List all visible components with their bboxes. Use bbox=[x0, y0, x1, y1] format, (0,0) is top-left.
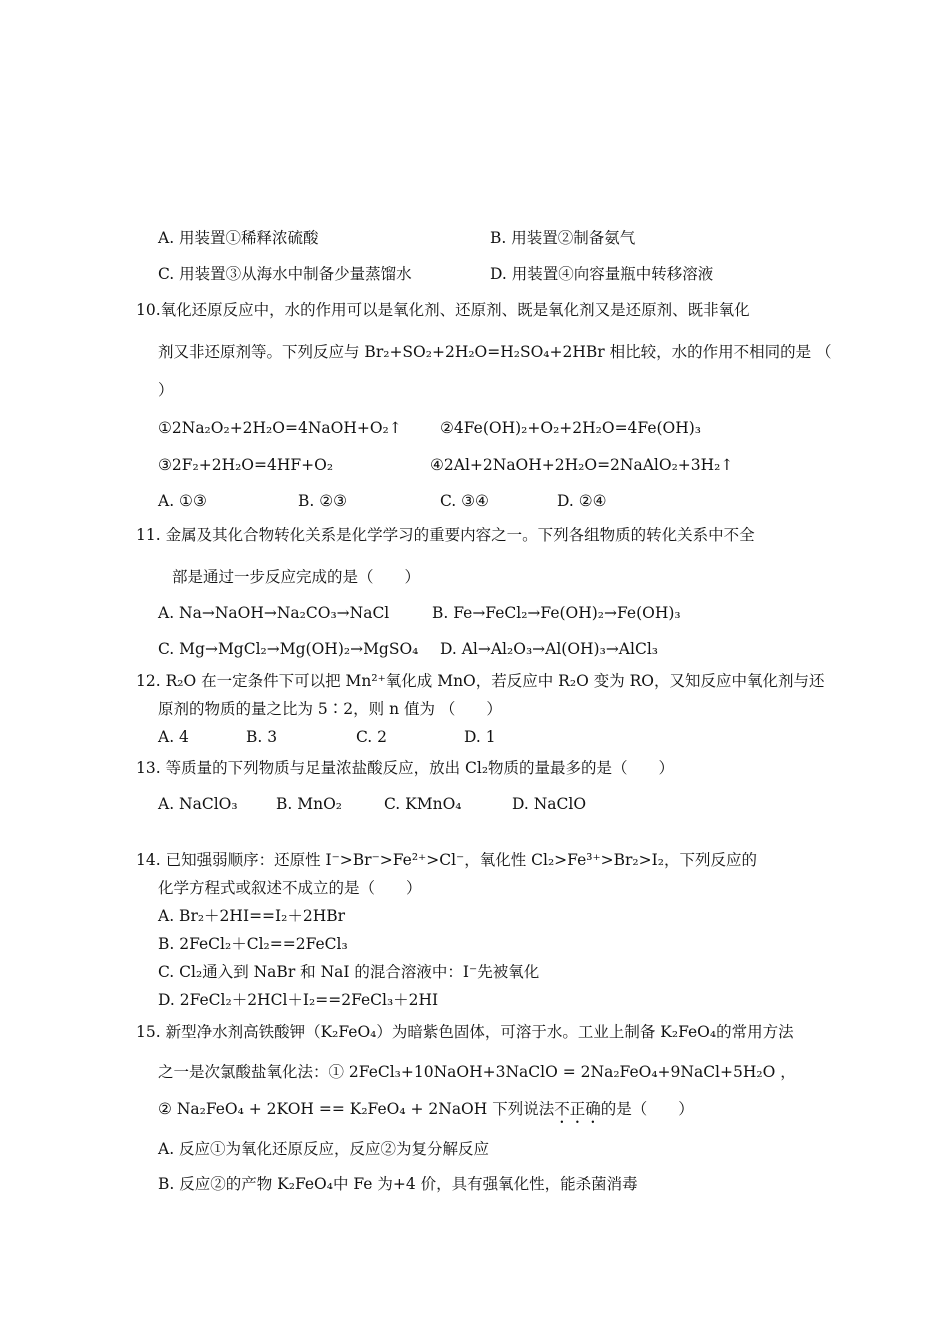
q12-stem-line-1: 12. R₂O 在一定条件下可以把 Mn²⁺氧化成 MnO，若反应中 R₂O 变为 RO，又知反应中氧化剂与还 bbox=[136, 672, 825, 690]
q9-option-d: D. 用装置④向容量瓶中转移溶液 bbox=[490, 265, 714, 283]
q12-option-b: B. 3 bbox=[246, 728, 278, 746]
q9-option-c: C. 用装置③从海水中制备少量蒸馏水 bbox=[158, 265, 412, 283]
q11-option-a: A. Na→NaOH→Na₂CO₃→NaCl bbox=[158, 604, 390, 622]
q10-stem-line-1: 10.氧化还原反应中，水的作用可以是氧化剂、还原剂、既是氧化剂又是还原剂、既非氧化 bbox=[136, 301, 750, 319]
q12-stem-line-2: 原剂的物质的量之比为 5∶2，则 n 值为 （ ） bbox=[158, 700, 502, 718]
q15-stem-line-2: 之一是次氯酸盐氧化法：① 2FeCl₃+10NaOH+3NaClO = 2Na₂FeO₄+9NaCl+5H₂O ， bbox=[158, 1063, 796, 1081]
q14-option-a: A. Br₂＋2HI==I₂＋2HBr bbox=[158, 907, 346, 925]
q12-option-c: C. 2 bbox=[356, 728, 388, 746]
q11-stem-line-2: 部是通过一步反应完成的是（ ） bbox=[172, 568, 421, 586]
q15-emphasis-not-correct: 不正确 bbox=[554, 1100, 601, 1118]
q10-reaction-4: ④2Al+2NaOH+2H₂O=2NaAlO₂+3H₂↑ bbox=[430, 456, 734, 474]
q11-stem-line-1: 11. 金属及其化合物转化关系是化学学习的重要内容之一。下列各组物质的转化关系中不全 bbox=[136, 526, 755, 544]
q14-option-c: C. Cl₂通入到 NaBr 和 NaI 的混合溶液中：I⁻先被氧化 bbox=[158, 963, 540, 981]
q11-option-c: C. Mg→MgCl₂→Mg(OH)₂→MgSO₄ bbox=[158, 640, 419, 658]
q15-option-a: A. 反应①为氧化还原反应，反应②为复分解反应 bbox=[158, 1140, 490, 1158]
q14-option-b: B. 2FeCl₂＋Cl₂==2FeCl₃ bbox=[158, 935, 348, 953]
q14-stem-line-1: 14. 已知强弱顺序：还原性 I⁻>Br⁻>Fe²⁺>Cl⁻，氧化性 Cl₂>Fe³⁺>Br₂>I₂，下列反应的 bbox=[136, 851, 757, 869]
q13-stem: 13. 等质量的下列物质与足量浓盐酸反应，放出 Cl₂物质的量最多的是（ ） bbox=[136, 759, 675, 777]
q15-stem-line-1: 15. 新型净水剂高铁酸钾（K₂FeO₄）为暗紫色固体，可溶于水。工业上制备 K₂FeO₄的常用方法 bbox=[136, 1023, 794, 1041]
q15-option-b: B. 反应②的产物 K₂FeO₄中 Fe 为+4 价，具有强氧化性，能杀菌消毒 bbox=[158, 1175, 638, 1193]
q10-option-a: A. ①③ bbox=[158, 492, 207, 510]
q15-stem-line-3-c: 的是（ ） bbox=[600, 1100, 694, 1118]
q10-option-c: C. ③④ bbox=[440, 492, 489, 510]
q10-stem-line-2: 剂又非还原剂等。下列反应与 Br₂+SO₂+2H₂O=H₂SO₄+2HBr 相比较，水的作用不相同的是 （ bbox=[158, 343, 832, 361]
q14-stem-line-2: 化学方程式或叙述不成立的是（ ） bbox=[158, 879, 422, 897]
q12-option-a: A. 4 bbox=[158, 728, 189, 746]
q13-option-c: C. KMnO₄ bbox=[384, 795, 462, 813]
q10-option-d: D. ②④ bbox=[557, 492, 607, 510]
q10-option-b: B. ②③ bbox=[298, 492, 348, 510]
q15-stem-line-3-a: ② Na₂FeO₄ + 2KOH == K₂FeO₄ + 2NaOH 下列说法 bbox=[158, 1100, 555, 1118]
q9-option-b: B. 用装置②制备氨气 bbox=[490, 229, 636, 247]
q10-reaction-2: ②4Fe(OH)₂+O₂+2H₂O=4Fe(OH)₃ bbox=[440, 419, 702, 437]
q11-option-b: B. Fe→FeCl₂→Fe(OH)₂→Fe(OH)₃ bbox=[432, 604, 681, 622]
q10-reaction-1: ①2Na₂O₂+2H₂O=4NaOH+O₂↑ bbox=[158, 419, 402, 437]
q9-option-a: A. 用装置①稀释浓硫酸 bbox=[158, 229, 319, 247]
q10-reaction-3: ③2F₂+2H₂O=4HF+O₂ bbox=[158, 456, 334, 474]
q11-option-d: D. Al→Al₂O₃→Al(OH)₃→AlCl₃ bbox=[440, 640, 658, 658]
q13-option-d: D. NaClO bbox=[512, 795, 587, 813]
q15-stem-line-3 bbox=[158, 1099, 694, 1127]
q13-option-a: A. NaClO₃ bbox=[158, 795, 238, 813]
q10-stem-line-3: ） bbox=[158, 381, 174, 399]
q12-option-d: D. 1 bbox=[464, 728, 496, 746]
q14-option-d: D. 2FeCl₂＋2HCl＋I₂==2FeCl₃＋2HI bbox=[158, 991, 439, 1009]
q13-option-b: B. MnO₂ bbox=[276, 795, 343, 813]
